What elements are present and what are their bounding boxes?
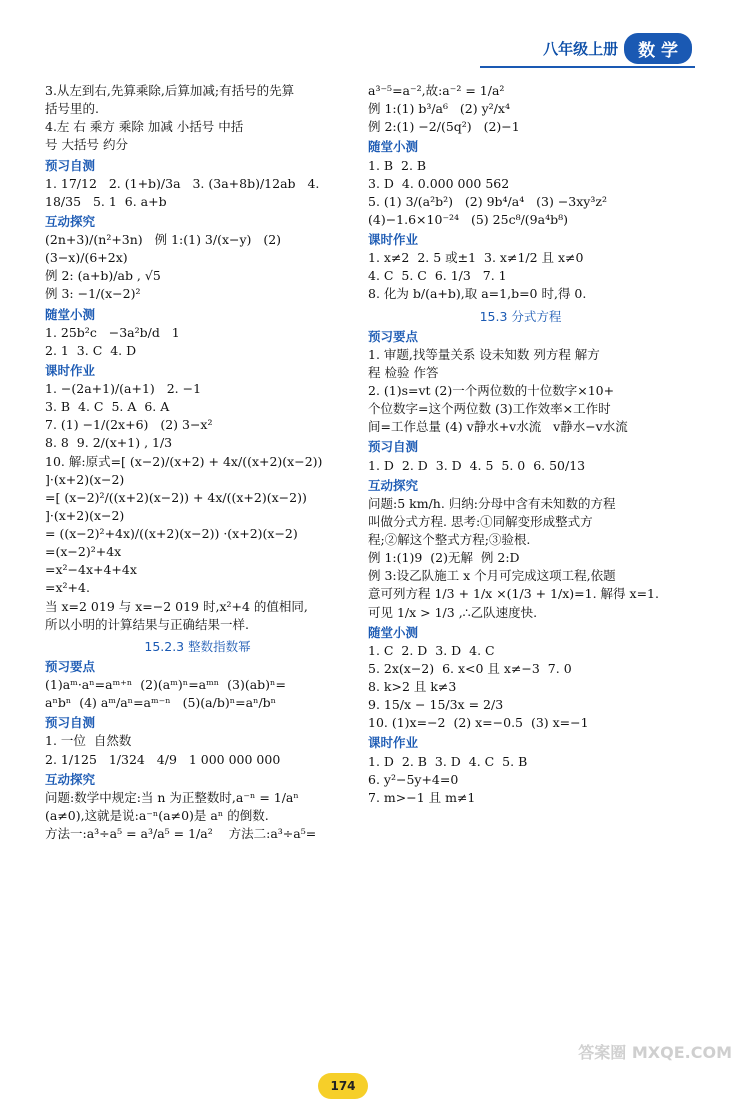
answer-line: 8. k>2 且 k≠3 [368,679,457,694]
section-heading: 预习自测 [368,439,419,455]
page-header [543,30,692,66]
answer-line: 1. 25b²c −3a²b/d 1 [45,324,180,340]
answer-line: (a≠0),这就是说:a⁻ⁿ(a≠0)是 aⁿ 的倒数. [45,807,269,823]
answer-line: = ((x−2)²+4x)/((x+2)(x−2)) ·(x+2)(x−2) [45,526,298,541]
answer-line: 1. x≠2 2. 5 或±1 3. x≠1/2 且 x≠0 [368,250,584,266]
answer-line: 例 2: (a+b)/ab , √5 [45,268,161,284]
answer-line: =x²+4. [45,580,90,596]
answer-line: 意可列方程 1/3 + 1/x ×(1/3 + 1/x)=1. 解得 x=1. [368,586,659,602]
answer-line: 5. (1) 3/(a²b²) (2) 9b⁴/a⁴ (3) −3xy³z² [368,193,607,209]
section-heading: 互动探究 [368,477,419,493]
answer-line: 1. B 2. B [368,157,427,173]
answer-line: 程;②解这个整式方程;③验根. [368,532,531,547]
answer-line: 1. D 2. B 3. D 4. C 5. B [368,753,528,769]
grade-label: 八年级上册 [543,39,619,58]
answer-line: 10. (1)x=−2 (2) x=−0.5 (3) x=−1 [368,715,589,731]
answer-line: 问题:数学中规定:当 n 为正整数时,a⁻ⁿ = 1/aⁿ [45,789,299,805]
section-heading: 预习自测 [45,715,96,731]
answer-line: 例 3: −1/(x−2)² [45,286,141,302]
answer-line: 例 1:(1)9 (2)无解 例 2:D [368,550,520,566]
section-heading: 课时作业 [368,735,419,751]
answer-line: 10. 解:原式=[ (x−2)/(x+2) + 4x/((x+2)(x−2)) ]·(x+2)(x−2) [45,453,327,487]
answer-line: 3.从左到右,先算乘除,后算加减;有括号的先算 [45,83,295,98]
answer-line: 1. D 2. D 3. D 4. 5 5. 0 6. 50/13 [368,457,586,473]
answer-line: 例 3:设乙队施工 x 个月可完成这项工程,依题 [368,568,616,584]
answer-line: 4. C 5. C 6. 1/3 7. 1 [368,268,507,284]
answer-line: 可见 1/x > 1/3 ,∴乙队速度快. [368,604,538,620]
page-number: 174 [318,1073,368,1099]
answer-line: 程 检验 作答 [368,364,439,380]
answer-line: 7. m>−1 且 m≠1 [368,789,476,805]
answer-line: =[ (x−2)²/((x+2)(x−2)) + 4x/((x+2)(x−2)) ]·(x+2)(x−2) [45,489,311,523]
answer-line: (4)−1.6×10⁻²⁴ (5) 25c⁸/(9a⁴b⁸) [368,211,568,227]
answer-line: 5. 2x(x−2) 6. x<0 且 x≠−3 7. 0 [368,660,572,676]
answer-line: 例 1:(1) b³/a⁶ (2) y²/x⁴ [368,101,510,117]
answer-line: 3. D 4. 0.000 000 562 [368,175,510,191]
answer-line: 2. 1/125 1/324 4/9 1 000 000 000 [45,751,281,767]
answer-line: 当 x=2 019 与 x=−2 019 时,x²+4 的值相同, [45,598,308,614]
answer-line: 1. 审题,找等量关系 设未知数 列方程 解方 [368,346,600,362]
answer-line: 4.左 右 乘方 乘除 加减 小括号 中括 [45,119,244,135]
answer-line: =x²−4x+4+4x [45,562,137,578]
answer-line: (1)aᵐ·aⁿ=aᵐ⁺ⁿ (2)(aᵐ)ⁿ=aᵐⁿ (3)(ab)ⁿ= [45,677,286,692]
watermark: 答案圈 MXQE.COM [578,1043,732,1062]
answer-line: 1. 一位 自然数 [45,733,132,749]
header-rule [480,66,695,68]
section-heading: 预习要点 [368,328,419,344]
answer-line: 3. B 4. C 5. A 6. A [45,399,170,415]
answer-line: 8. 化为 b/(a+b),取 a=1,b=0 时,得 0. [368,286,587,302]
section-heading: 随堂小测 [368,624,419,640]
answer-line: 1. C 2. D 3. D 4. C [368,642,495,658]
section-heading: 随堂小测 [368,139,419,155]
answer-line: 1. −(2a+1)/(a+1) 2. −1 [45,381,202,396]
answer-line: 1. 17/12 2. (1+b)/3a 3. (3a+8b)/12ab 4. 18/35 5. 1 6. a+b [45,175,324,209]
answer-line: 个位数字=这个两位数 (3)工作效率×工作时 [368,401,611,417]
answer-line: 8. 8 9. 2/(x+1) , 1/3 [45,435,173,451]
chapter-title: 15.2.3 整数指数幂 [144,638,251,654]
answer-line: 6. y²−5y+4=0 [368,771,459,787]
section-heading: 互动探究 [45,213,96,229]
right-column [368,82,673,807]
subject-badge: 数 学 [624,33,692,64]
answer-line: 2. (1)s=vt (2)一个两位数的十位数字×10+ [368,383,615,398]
answer-line: 所以小明的计算结果与正确结果一样. [45,616,249,632]
section-heading: 随堂小测 [45,306,96,322]
answer-line: 叫做分式方程. 思考:①同解变形成整式方 [368,513,593,529]
answer-line: aⁿbⁿ (4) aᵐ/aⁿ=aᵐ⁻ⁿ (5)(a/b)ⁿ=aⁿ/bⁿ [45,695,277,711]
answer-line: 间=工作总量 (4) v静水+v水流 v静水−v水流 [368,419,628,435]
answer-line: 问题:5 km/h. 归纳:分母中含有未知数的方程 [368,495,616,511]
answer-line: 9. 15/x − 15/3x = 2/3 [368,697,504,713]
section-heading: 预习要点 [45,658,96,674]
answer-line: 7. (1) −1/(2x+6) (2) 3−x² [45,417,213,433]
left-column [45,82,350,843]
answer-line: 例 2:(1) −2/(5q²) (2)−1 [368,119,520,135]
answer-line: a³⁻⁵=a⁻²,故:a⁻² = 1/a² [368,83,505,98]
section-heading: 互动探究 [45,771,96,787]
answer-line: 号 大括号 约分 [45,137,128,153]
answer-line: 括号里的. [45,101,99,117]
section-heading: 课时作业 [45,362,96,378]
answer-line: (2n+3)/(n²+3n) 例 1:(1) 3/(x−y) (2) (3−x)/(6+2x) [45,232,286,266]
answer-line: 方法一:a³÷a⁵ = a³/a⁵ = 1/a² 方法二:a³÷a⁵= [45,826,317,841]
section-heading: 课时作业 [368,232,419,247]
chapter-title: 15.3 分式方程 [479,308,562,324]
answer-line: 2. 1 3. C 4. D [45,342,137,358]
section-heading: 预习自测 [45,157,96,173]
answer-line: =(x−2)²+4x [45,544,122,560]
